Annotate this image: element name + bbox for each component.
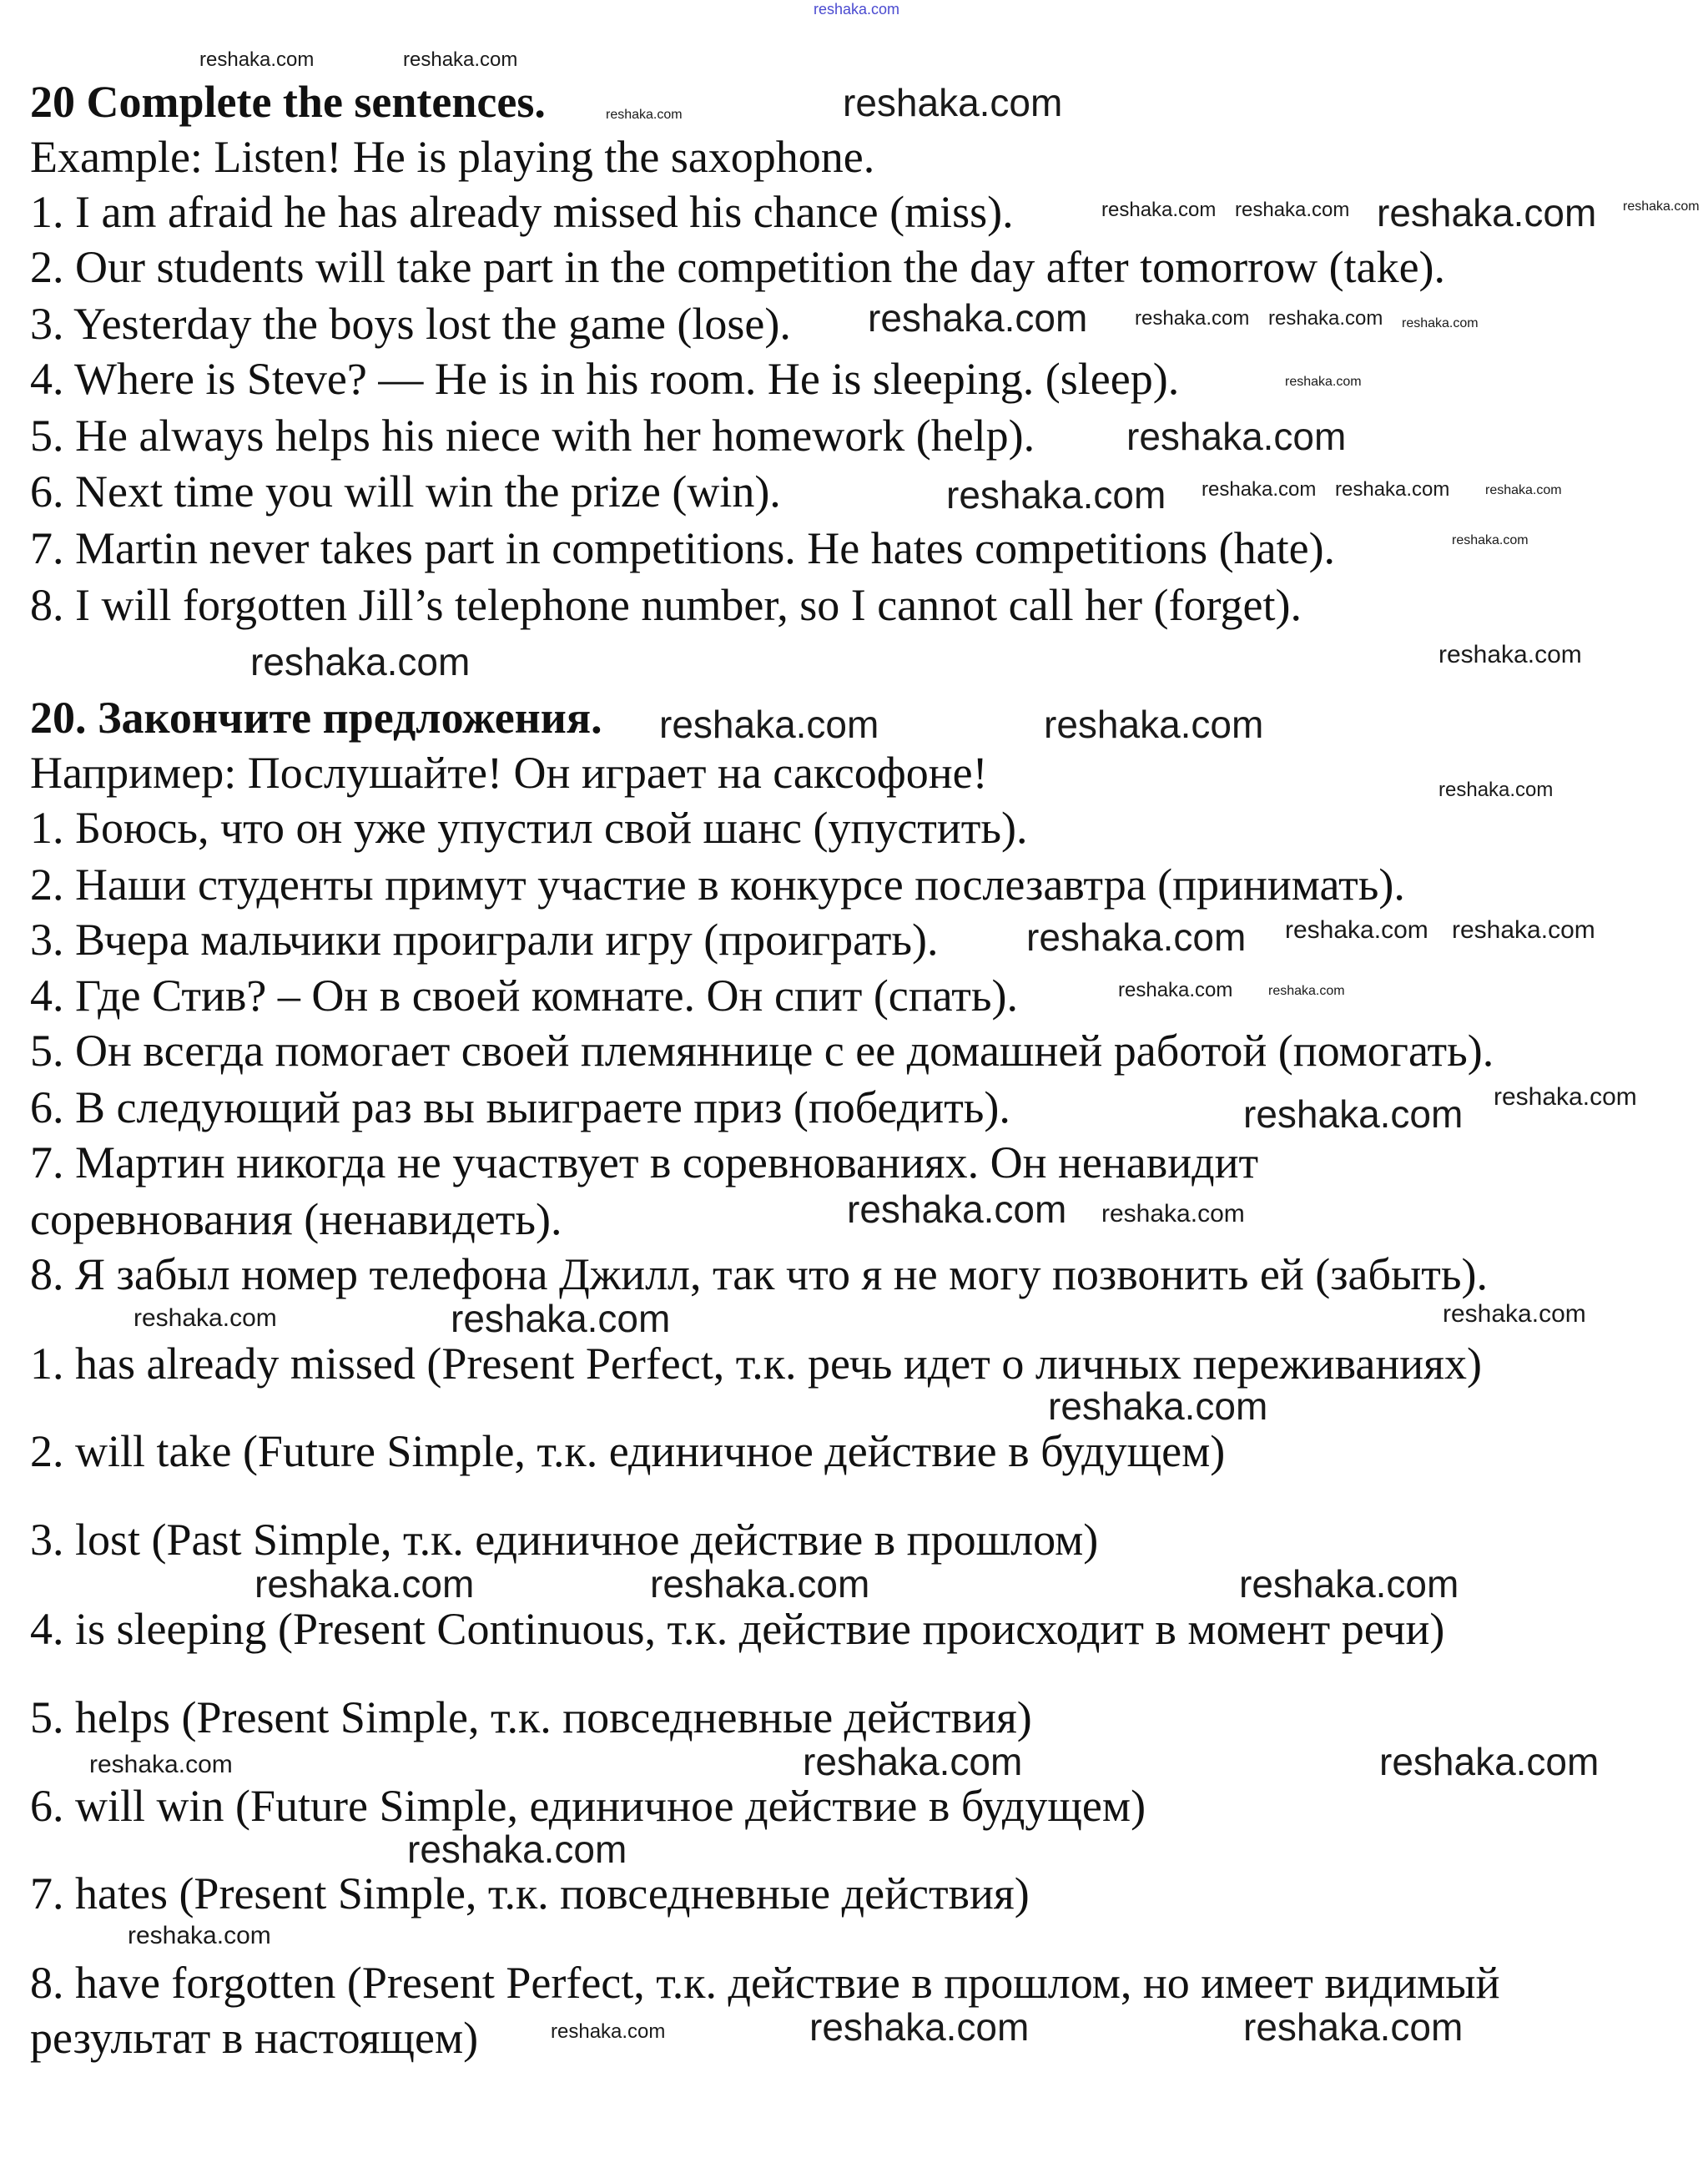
- watermark: reshaka.com: [650, 1562, 870, 1606]
- answer: результат в настоящем): [30, 2013, 479, 2063]
- watermark: reshaka.com: [1377, 191, 1597, 234]
- watermark: reshaka.com: [868, 296, 1088, 340]
- watermark: reshaka.com: [1101, 199, 1217, 221]
- example-en: Example: Listen! He is playing the saxophone.: [30, 132, 875, 182]
- sentence-en: 6. Next time you will win the prize (win).: [30, 466, 781, 517]
- sentence-en: 2. Our students will take part in the competition the day after tomorrow (take).: [30, 242, 1446, 292]
- sentence-en: 8. I will forgotten Jill’s telephone number, so I cannot call her (forget).: [30, 580, 1302, 630]
- watermark: reshaka.com: [606, 108, 683, 122]
- watermark: reshaka.com: [803, 1740, 1023, 1783]
- watermark: reshaka.com: [1452, 916, 1595, 944]
- watermark: reshaka.com: [1285, 375, 1362, 389]
- watermark: reshaka.com: [809, 2005, 1030, 2049]
- watermark: reshaka.com: [1402, 316, 1479, 330]
- sentence-en: 1. I am afraid he has already missed his chance (miss).: [30, 187, 1014, 237]
- watermark: reshaka.com: [946, 473, 1166, 517]
- watermark: reshaka.com: [1202, 478, 1317, 501]
- answer: 4. is sleeping (Present Continuous, т.к. действие происходит в момент речи): [30, 1604, 1445, 1654]
- sentence-ru: 3. Вчера мальчики проиграли игру (проиграть).: [30, 915, 939, 965]
- sentence-en: 4. Where is Steve? — He is in his room. He is sleeping. (sleep).: [30, 354, 1180, 404]
- watermark: reshaka.com: [659, 703, 879, 746]
- answer: 3. lost (Past Simple, т.к. единичное действие в прошлом): [30, 1515, 1099, 1565]
- watermark: reshaka.com: [1243, 2005, 1464, 2049]
- watermark: reshaka.com: [403, 48, 518, 71]
- watermark: reshaka.com: [1285, 916, 1428, 944]
- watermark: reshaka.com: [1494, 1083, 1637, 1111]
- exercise-title-ru: 20. Закончите предложения.: [30, 693, 602, 743]
- sentence-ru: 6. В следующий раз вы выиграете приз (победить).: [30, 1082, 1010, 1132]
- sentence-ru: 8. Я забыл номер телефона Джилл, так что я не могу позвонить ей (забыть).: [30, 1249, 1488, 1299]
- watermark: reshaka.com: [451, 1297, 671, 1340]
- watermark: reshaka.com: [407, 1828, 627, 1871]
- watermark: reshaka.com: [1443, 1300, 1586, 1328]
- watermark: reshaka.com: [814, 1, 900, 18]
- watermark: reshaka.com: [1118, 979, 1233, 1001]
- watermark: reshaka.com: [1044, 703, 1264, 746]
- watermark: reshaka.com: [199, 48, 315, 71]
- sentence-ru: 2. Наши студенты примут участие в конкурсе послезавтра (принимать).: [30, 860, 1405, 910]
- answer: 1. has already missed (Present Perfect, т.к. речь идет о личных переживаниях): [30, 1339, 1482, 1389]
- sentence-en: 7. Martin never takes part in competitions. He hates competitions (hate).: [30, 523, 1336, 573]
- answer: 7. hates (Present Simple, т.к. повседневные действия): [30, 1868, 1030, 1918]
- watermark: reshaka.com: [134, 1304, 277, 1332]
- answer: 6. will win (Future Simple, единичное действие в будущем): [30, 1781, 1146, 1831]
- watermark: reshaka.com: [1452, 533, 1529, 547]
- watermark: reshaka.com: [1101, 1200, 1245, 1228]
- watermark: reshaka.com: [1235, 199, 1350, 221]
- sentence-en: 3. Yesterday the boys lost the game (lose).: [30, 299, 791, 349]
- watermark: reshaka.com: [1438, 779, 1554, 801]
- sentence-en: 5. He always helps his niece with her homework (help).: [30, 411, 1035, 461]
- watermark: reshaka.com: [254, 1562, 475, 1606]
- watermark: reshaka.com: [551, 2020, 666, 2043]
- watermark: reshaka.com: [1243, 1092, 1464, 1136]
- answer: 5. helps (Present Simple, т.к. повседневные действия): [30, 1692, 1032, 1742]
- watermark: reshaka.com: [1438, 641, 1582, 668]
- watermark: reshaka.com: [843, 81, 1063, 124]
- exercise-title-en: 20 Complete the sentences.: [30, 77, 546, 127]
- example-ru: Например: Послушайте! Он играет на саксофоне!: [30, 748, 988, 798]
- sentence-ru: 4. Где Стив? – Он в своей комнате. Он спит (спать).: [30, 971, 1018, 1021]
- watermark: reshaka.com: [1379, 1740, 1600, 1783]
- sentence-ru: соревнования (ненавидеть).: [30, 1194, 562, 1244]
- watermark: reshaka.com: [1335, 478, 1450, 501]
- watermark: reshaka.com: [1239, 1562, 1459, 1606]
- watermark: reshaka.com: [250, 640, 471, 683]
- watermark: reshaka.com: [1485, 483, 1562, 497]
- watermark: reshaka.com: [1126, 415, 1347, 458]
- watermark: reshaka.com: [89, 1751, 233, 1778]
- sentence-ru: 1. Боюсь, что он уже упустил свой шанс (упустить).: [30, 803, 1028, 853]
- answer: 8. have forgotten (Present Perfect, т.к. действие в прошлом, но имеет видимый: [30, 1958, 1500, 2008]
- watermark: reshaka.com: [1135, 307, 1250, 330]
- watermark: reshaka.com: [1026, 915, 1247, 959]
- watermark: reshaka.com: [1048, 1384, 1268, 1428]
- watermark: reshaka.com: [1268, 307, 1383, 330]
- watermark: reshaka.com: [847, 1187, 1067, 1231]
- watermark: reshaka.com: [1623, 199, 1700, 214]
- watermark: reshaka.com: [1268, 984, 1345, 998]
- watermark: reshaka.com: [128, 1922, 271, 1949]
- sentence-ru: 5. Он всегда помогает своей племяннице с ее домашней работой (помогать).: [30, 1026, 1494, 1076]
- answer: 2. will take (Future Simple, т.к. единичное действие в будущем): [30, 1426, 1226, 1476]
- sentence-ru: 7. Мартин никогда не участвует в соревнованиях. Он ненавидит: [30, 1137, 1259, 1187]
